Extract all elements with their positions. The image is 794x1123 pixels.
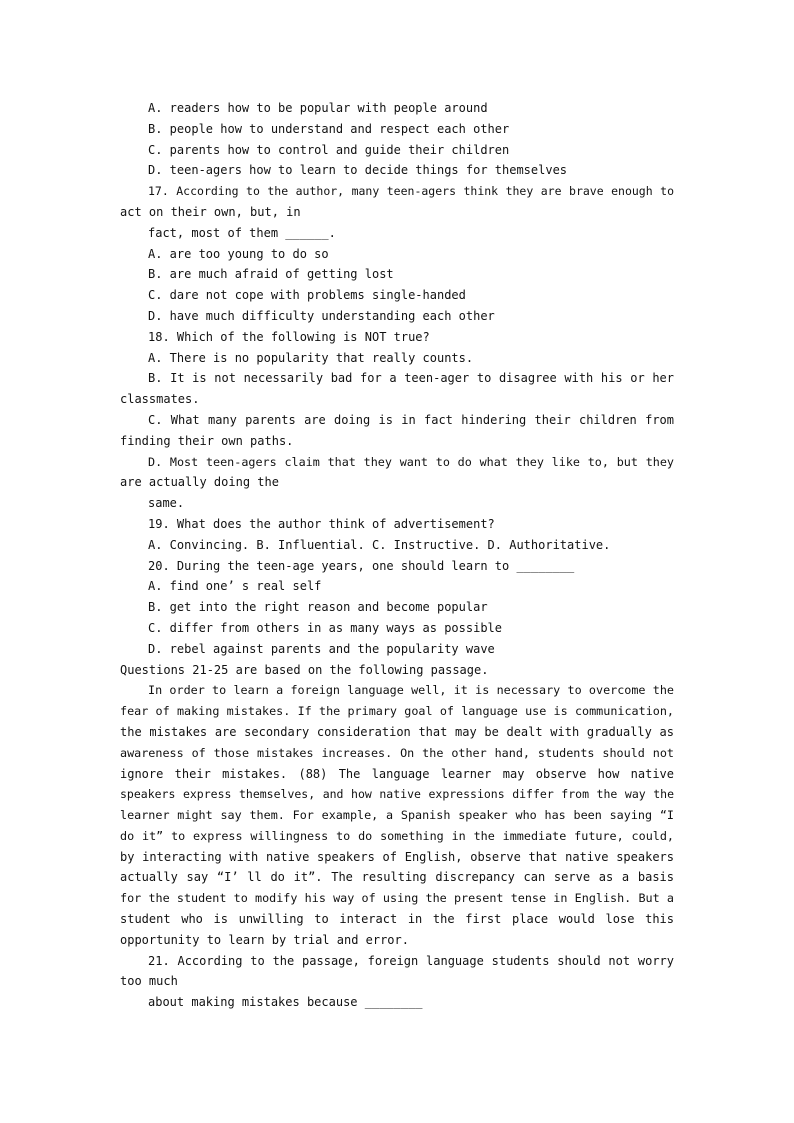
passage-intro: Questions 21-25 are based on the following passage. — [120, 662, 489, 677]
q18-option-d-line2: are actually doing the — [120, 475, 279, 490]
q19-options: A. Convincing. B. Influential. C. Instructive. D. Authoritative. — [148, 537, 611, 552]
passage-line: ignore their mistakes. (88) The language learner may observe how native — [120, 766, 674, 781]
q17-option-a: A. are too young to do so — [148, 246, 329, 261]
q16-option-a: A. readers how to be popular with people around — [148, 101, 488, 115]
q17-option-d: D. have much difficulty understanding each other — [148, 308, 495, 323]
q18-option-c-line1: C. What many parents are doing is in fact hindering their children from — [148, 412, 674, 427]
passage-line-last: opportunity to learn by trial and error. — [120, 932, 409, 947]
q20-option-a: A. find one’ s real self — [148, 579, 322, 594]
passage-line: the mistakes are secondary consideration that may be dealt with gradually as — [120, 724, 674, 739]
q17-option-b: B. are much afraid of getting lost — [148, 267, 394, 282]
q18-option-a: A. There is no popularity that really counts. — [148, 350, 474, 365]
q16-option-d: D. teen-agers how to learn to decide things for themselves — [148, 163, 568, 178]
q16-option-c: C. parents how to control and guide their children — [148, 142, 510, 157]
q21-stem-line3: about making mistakes because ________ — [148, 995, 423, 1010]
passage-line: speakers express themselves, and how native expressions differ from the way the — [120, 787, 674, 802]
q19-stem: 19. What does the author think of advertisement? — [148, 516, 495, 531]
q20-option-c: C. differ from others in as many ways as possible — [148, 620, 503, 635]
q20-option-d: D. rebel against parents and the popularity wave — [148, 641, 495, 656]
q18-option-d-line1: D. Most teen-agers claim that they want to do what they like to, but they — [148, 454, 674, 469]
passage-line: awareness of those mistakes increases. On the other hand, students should not — [120, 745, 674, 760]
q16-option-b: B. people how to understand and respect each other — [148, 121, 510, 136]
q18-option-b-line1: B. It is not necessarily bad for a teen-ager to disagree with his or her — [148, 371, 674, 386]
passage-line: learner might say them. For example, a Spanish speaker who has been saying “I — [120, 808, 674, 823]
document-page — [120, 98, 674, 1013]
q21-stem-line2: too much — [120, 974, 178, 989]
q17-option-c: C. dare not cope with problems single-handed — [148, 288, 466, 303]
passage-line: In order to learn a foreign language well, it is necessary to overcome the — [148, 683, 674, 698]
passage-line: actually say “I’ ll do it”. The resulting discrepancy can serve as a basis — [120, 870, 674, 885]
q20-stem: 20. During the teen-age years, one should learn to ________ — [148, 558, 575, 573]
q18-option-b-line2: classmates. — [120, 392, 200, 407]
q17-stem-line1: 17. According to the author, many teen-agers think they are brave enough to — [148, 184, 674, 199]
q18-option-d-line3: same. — [148, 496, 185, 511]
q20-option-b: B. get into the right reason and become popular — [148, 600, 488, 615]
q21-stem-line1: 21. According to the passage, foreign language students should not worry — [148, 953, 674, 968]
q17-stem-line2: act on their own, but, in — [120, 204, 301, 219]
passage-line: do it” to express willingness to do something in the immediate future, could, — [120, 828, 674, 843]
passage-line: student who is unwilling to interact in the first place would lose this — [120, 912, 674, 927]
passage-line: by interacting with native speakers of English, observe that native speakers — [120, 849, 674, 864]
q17-stem-line3: fact, most of them ______. — [148, 225, 336, 240]
q18-stem: 18. Which of the following is NOT true? — [148, 329, 430, 344]
passage-line: fear of making mistakes. If the primary goal of language use is communication, — [120, 704, 674, 719]
passage-line: for the student to modify his way of using the present tense in English. But a — [120, 891, 674, 906]
q18-option-c-line2: finding their own paths. — [120, 433, 294, 448]
